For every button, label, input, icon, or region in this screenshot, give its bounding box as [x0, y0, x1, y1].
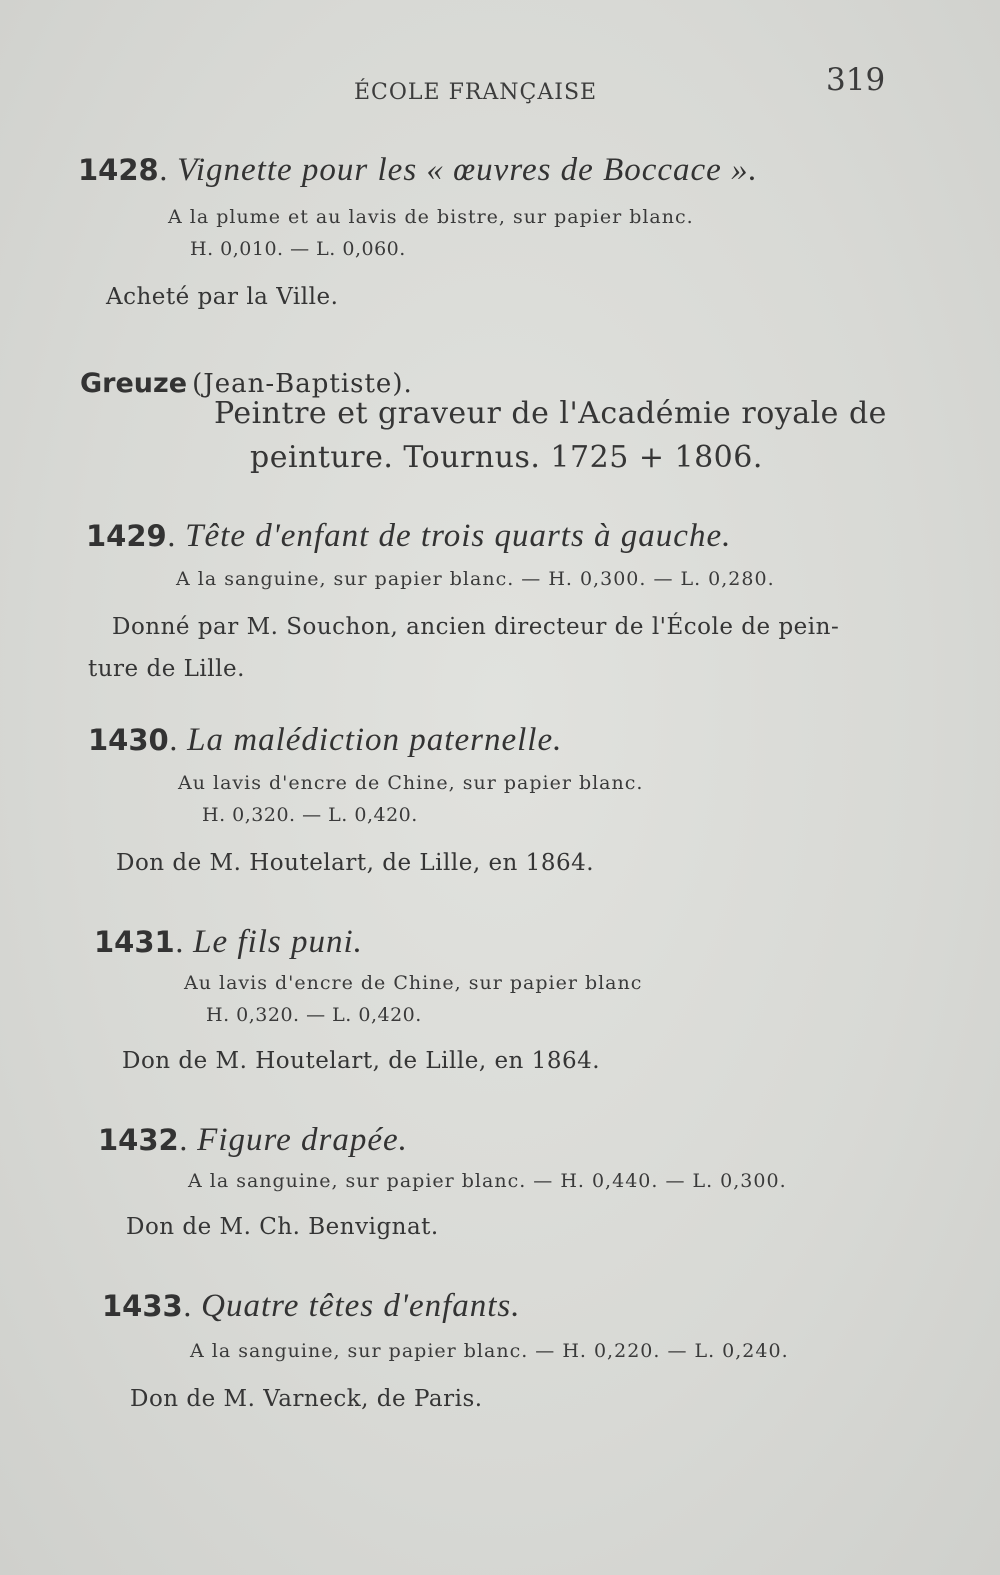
entry-provenance-line-1: Donné par M. Souchon, ancien directeur de l'École de pein- [112, 614, 840, 640]
entry-heading-1431: 1431. Le fils puni. [94, 924, 363, 960]
entry-technique: A la sanguine, sur papier blanc. — H. 0,220. — L. 0,240. [190, 1340, 789, 1362]
entry-number: 1429 [86, 519, 167, 553]
entry-heading-1428: 1428. Vignette pour les « œuvres de Boccace ». [78, 152, 758, 188]
entry-technique: Au lavis d'encre de Chine, sur papier blanc [184, 972, 643, 994]
entry-number: 1432 [98, 1123, 179, 1157]
entry-provenance-line-2: ture de Lille. [88, 656, 245, 682]
entry-title: Vignette pour les « œuvres de Boccace ». [177, 152, 758, 188]
entry-technique: A la sanguine, sur papier blanc. — H. 0,440. — L. 0,300. [188, 1170, 787, 1192]
entry-number: 1431 [94, 925, 175, 959]
entry-dimensions: H. 0,320. — L. 0,420. [202, 804, 418, 826]
artist-bio-line-2: peinture. Tournus. 1725 + 1806. [250, 440, 763, 475]
entry-heading-1432: 1432. Figure drapée. [98, 1122, 408, 1158]
entry-number: 1430 [88, 723, 169, 757]
entry-title: Quatre têtes d'enfants. [201, 1288, 521, 1324]
page-number: 319 [826, 62, 886, 98]
entry-heading-1429: 1429. Tête d'enfant de trois quarts à gauche. [86, 518, 732, 554]
entry-provenance: Don de M. Houtelart, de Lille, en 1864. [116, 850, 595, 876]
entry-provenance: Acheté par la Ville. [106, 284, 339, 310]
entry-number: 1433 [102, 1289, 183, 1323]
entry-heading-1430: 1430. La malédiction paternelle. [88, 722, 563, 758]
entry-dimensions: H. 0,010. — L. 0,060. [190, 238, 406, 260]
running-head: ÉCOLE FRANÇAISE [354, 80, 598, 105]
entry-title: Figure drapée. [197, 1122, 408, 1158]
artist-bio-line-1: Peintre et graveur de l'Académie royale de [214, 396, 887, 431]
entry-heading-1433: 1433. Quatre têtes d'enfants. [102, 1288, 521, 1324]
entry-technique: Au lavis d'encre de Chine, sur papier blanc. [178, 772, 644, 794]
entry-provenance: Don de M. Varneck, de Paris. [130, 1386, 483, 1412]
entry-title: Le fils puni. [193, 924, 363, 960]
entry-technique: A la sanguine, sur papier blanc. — H. 0,300. — L. 0,280. [176, 568, 775, 590]
entry-title: La malédiction paternelle. [187, 722, 563, 758]
entry-title: Tête d'enfant de trois quarts à gauche. [185, 518, 732, 554]
artist-heading [80, 368, 413, 399]
entry-number: 1428 [78, 153, 159, 187]
entry-provenance: Don de M. Houtelart, de Lille, en 1864. [122, 1048, 601, 1074]
entry-technique: A la plume et au lavis de bistre, sur papier blanc. [168, 206, 694, 228]
entry-dimensions: H. 0,320. — L. 0,420. [206, 1004, 422, 1026]
entry-provenance: Don de M. Ch. Benvignat. [126, 1214, 439, 1240]
artist-first-name: (Jean-Baptiste). [192, 369, 413, 399]
artist-surname: Greuze [80, 368, 188, 399]
